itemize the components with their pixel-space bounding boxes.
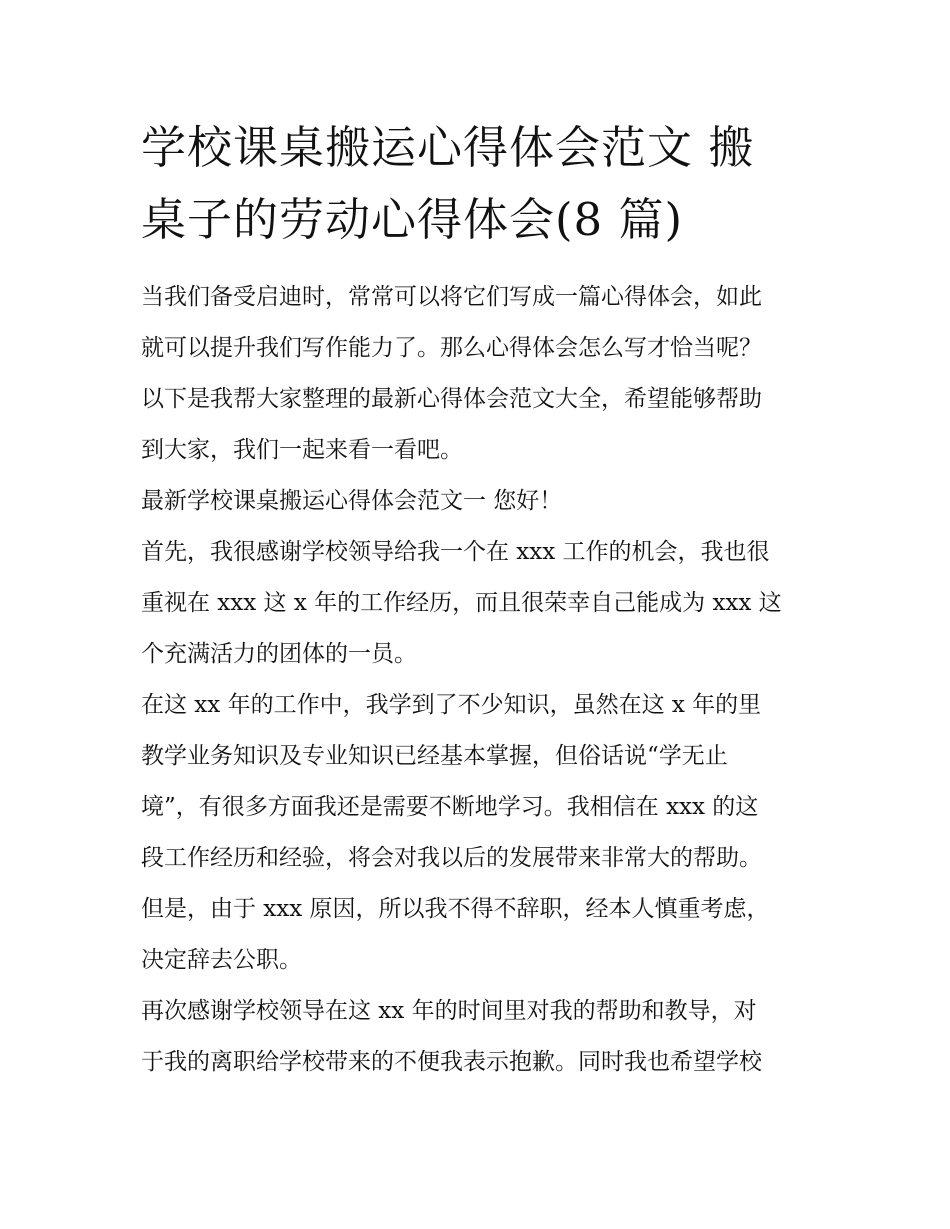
body-line: 但是，由于 xxx 原因，所以我不得不辞职，经本人慎重考虑， [141,896,770,922]
body-line: 境”，有很多方面我还是需要不断地学习。我相信在 xxx 的这 [141,794,759,820]
section-heading: 最新学校课桌搬运心得体会范文一 您好！ [141,488,563,514]
body-line: 在这 xx 年的工作中，我学到了不少知识，虽然在这 x 年的里 [141,692,762,718]
body-line: 个充满活力的团体的一员。 [141,641,417,667]
body-line: 重视在 xxx 这 x 年的工作经历，而且很荣幸自己能成为 xxx 这 [141,590,782,616]
document-body [141,272,813,1088]
body-line: 当我们备受启迪时，常常可以将它们写成一篇心得体会，如此 [141,284,762,310]
body-line: 于我的离职给学校带来的不便我表示抱歉。同时我也希望学校 [141,1049,762,1075]
body-line: 段工作经历和经验，将会对我以后的发展带来非常大的帮助。 [141,845,762,871]
body-line: 到大家，我们一起来看一看吧。 [141,437,463,463]
title-line: 桌子的劳动心得体会(8 篇) [141,193,684,246]
title-line: 学校课桌搬运心得体会范文 搬 [141,121,755,174]
body-line: 首先，我很感谢学校领导给我一个在 xxx 工作的机会，我也很 [141,539,770,565]
document-title [141,112,813,256]
body-line: 以下是我帮大家整理的最新心得体会范文大全，希望能够帮助 [141,386,762,412]
body-line: 就可以提升我们写作能力了。那么心得体会怎么写才恰当呢？ [141,335,762,361]
body-line: 决定辞去公职。 [141,947,302,973]
body-line: 教学业务知识及专业知识已经基本掌握，但俗话说“学无止 [141,743,728,769]
body-line: 再次感谢学校领导在这 xx 年的时间里对我的帮助和教导，对 [141,998,757,1024]
document-page [141,112,813,1088]
